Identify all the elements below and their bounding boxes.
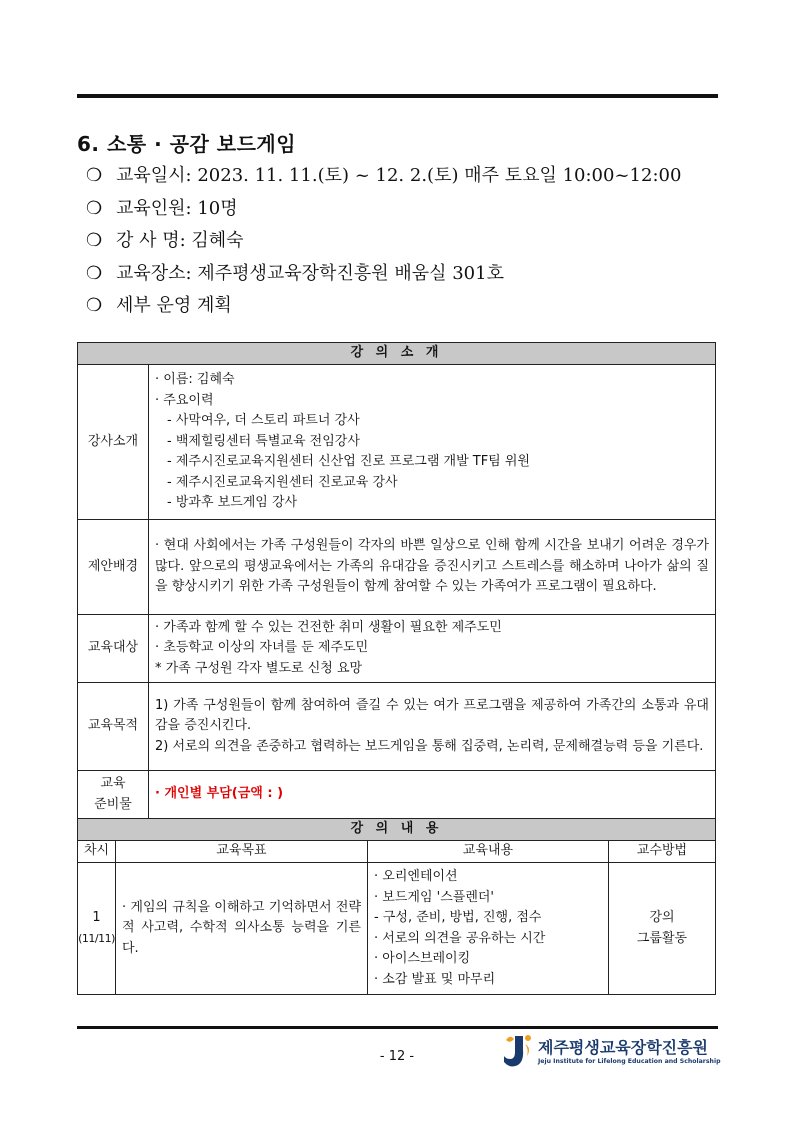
content-item: · 서로의 의견을 공유하는 시간 [374,930,546,946]
instructor-line: - 제주시진로교육지원센터 진로교육 강사 [167,474,398,490]
instructor-line: · 주요이력 [155,392,214,408]
circle-bullet-icon: ❍ [86,295,103,316]
instructor-cell [149,365,716,520]
content-item: - 구성, 준비, 방법, 진행, 점수 [374,910,542,925]
info-item-plan: ❍ 세부 운영 계획 [86,290,681,323]
institute-logo-icon [500,1032,534,1070]
info-item-location: ❍ 교육장소: 제주평생교육장학진흥원 배움실 301호 [86,258,681,291]
materials-text: · 개인별 부담(금액 : ) [149,771,716,819]
goal-line: 1) 가족 구성원들이 함께 참여하여 즐길 수 있는 여가 프로그램을 제공하여 가족간의 소통과 유대감을 증진시킨다. [155,697,709,734]
instructor-line: - 백제힐링센터 특별교육 전임강사 [167,433,360,449]
institute-name-kr: 제주평생교육장학진흥원 [538,1038,709,1057]
bottom-rule [77,1026,718,1029]
circle-bullet-icon: ❍ [86,165,103,186]
info-item-date: ❍ 교육일시: 2023. 11. 11.(토) ~ 12. 2.(토) 매주 토요일 10:00~12:00 [86,160,681,193]
page-number: - 12 - [379,1049,415,1064]
session-method: 강의 그룹활동 [609,863,716,995]
instructor-line: - 제주시진로교육지원센터 신산업 진로 프로그램 개발 TF팀 위원 [167,454,530,470]
target-cell [149,615,716,683]
content-header: 강 의 내 용 [78,819,716,841]
materials-label: 교육 준비물 [78,771,149,819]
instructor-line: · 이름: 김혜숙 [155,372,235,388]
intro-header: 강 의 소 개 [78,343,716,365]
instructor-label: 강사소개 [78,365,149,520]
col-header-content: 교육내용 [368,841,609,863]
info-list [86,160,681,323]
content-item: · 보드게임 '스플렌더' [374,889,495,905]
institute-name-en: Jeju Institute for Lifelong Education and Scholarship [538,1058,721,1065]
background-text: · 현대 사회에서는 가족 구성원들이 각자의 바쁜 일상으로 인해 함께 시간을 보내기 어려운 경우가 많다. 앞으로의 평생교육에서는 가족의 유대감을 증진시키고 스트레스를 해소하며 나아가 삶의 질을 향상시키기 위한 가족 구성원들이 함께 참여할 수 있는 가족여가 프로그램이 필요하다. [149,520,716,615]
col-header-session: 차시 [78,841,116,863]
info-item-instructor: ❍ 강 사 명: 김혜숙 [86,225,681,258]
content-item: · 오리엔테이션 [374,869,458,884]
col-header-goal: 교육목표 [116,841,368,863]
institute-logo [500,1032,720,1072]
circle-bullet-icon: ❍ [86,262,103,284]
circle-bullet-icon: ❍ [86,197,103,219]
goal-label: 교육목적 [78,683,149,771]
circle-bullet-icon: ❍ [86,230,103,251]
info-item-capacity: ❍ 교육인원: 10명 [86,193,681,226]
session-goal: · 게임의 규칙을 이해하고 기억하면서 전략적 사고력, 수학적 의사소통 능력을 기른다. [116,863,368,995]
target-label: 교육대상 [78,615,149,683]
top-rule [77,94,718,98]
goal-cell [149,683,716,771]
target-line: · 가족과 함께 할 수 있는 건전한 취미 생활이 필요한 제주도민 [155,619,502,635]
content-item: · 아이스브레이킹 [374,951,471,966]
goal-line: 2) 서로의 의견을 존중하고 협력하는 보드게임을 통해 집중력, 논리력, 문제해결능력 등을 기른다. [155,738,704,754]
target-line: * 가족 구성원 각자 별도로 신청 요망 [155,660,363,676]
background-label: 제안배경 [78,520,149,615]
session-cell: 1 (11/11) [78,863,116,995]
target-line: · 초등학교 이상의 자녀를 둔 제주도민 [155,640,369,656]
table-row [78,863,716,995]
lecture-plan-table [77,342,716,995]
content-item: · 소감 발표 및 마무리 [374,971,496,987]
section-title: 6. 소통 · 공감 보드게임 [77,132,297,156]
instructor-line: - 방과후 보드게임 강사 [167,495,298,511]
instructor-line: - 사막여우, 더 스토리 파트너 강사 [167,413,360,429]
col-header-method: 교수방법 [609,841,716,863]
session-content [368,863,609,995]
